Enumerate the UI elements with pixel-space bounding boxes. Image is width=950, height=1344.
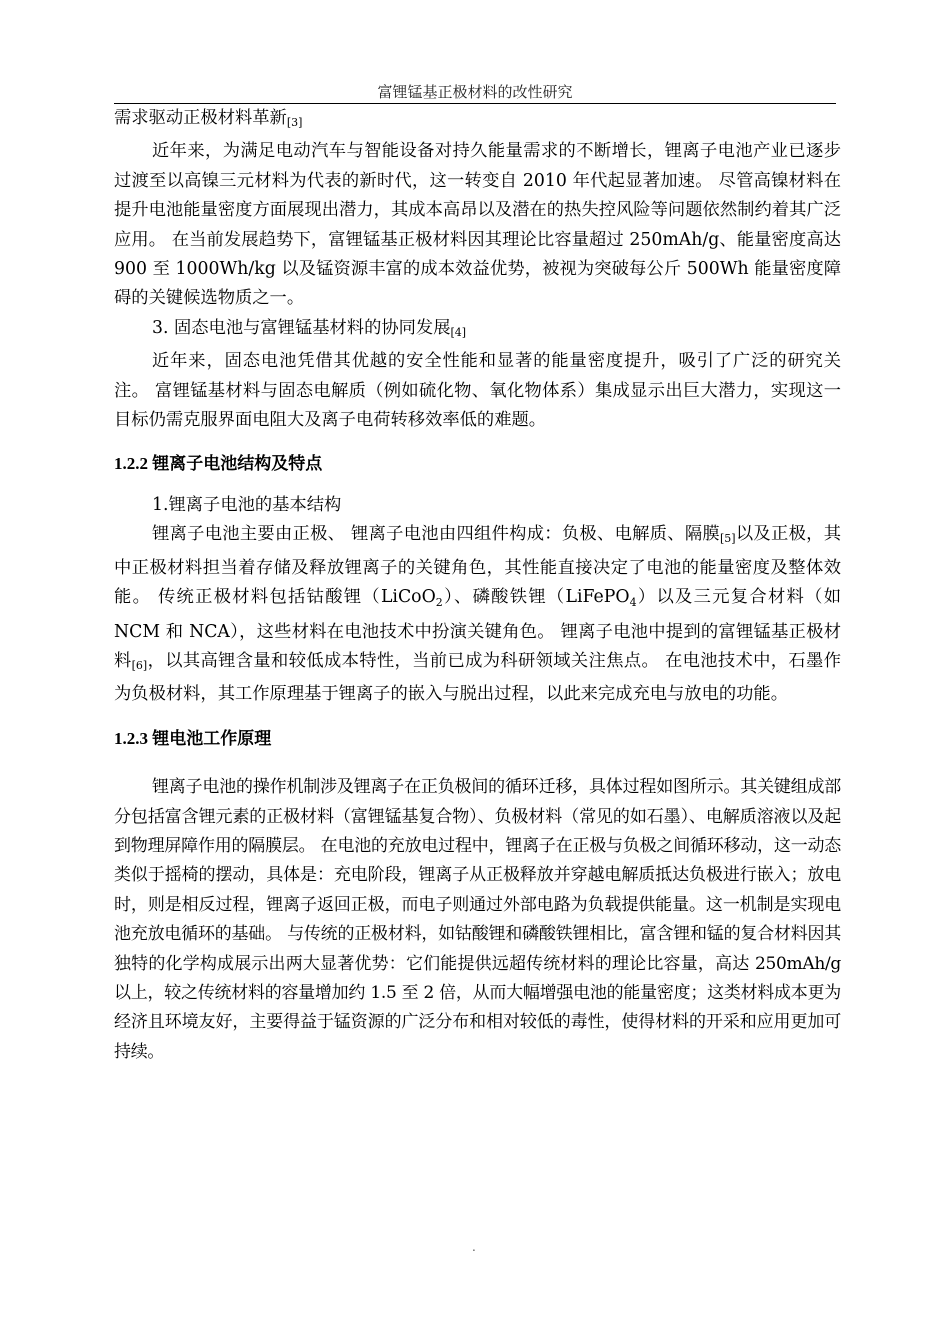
citation-5: [5]: [719, 532, 736, 546]
citation-4: [4]: [450, 325, 467, 339]
subscript-2: 2: [435, 596, 443, 610]
running-header: 富锂锰基正极材料的改性研究: [377, 83, 573, 101]
paragraph-structure-part-e: ，以其高锂含量和较低成本特性，当前已成为科研领域关注焦点。 在电池技术中，石墨作为负极材料，其工作原理基于锂离子的嵌入与脱出过程，以此来完成充电与放电的功能。: [114, 650, 841, 705]
paragraph-structure-part-c: ）、磷酸铁锂（LiFePO: [442, 587, 630, 608]
section-title-solid-state: [114, 314, 841, 347]
paragraph-structure-part-b: 以及正极，其中正极材料担当着存储及释放锂离子的关键角色，其性能直接决定了电池的能量密度及整体效能。 传统正极材料包括钴酸锂（LiCoO: [114, 524, 841, 608]
section-title-solid-state-text: 3. 固态电池与富锂锰基材料的协同发展: [152, 317, 451, 338]
paragraph-solid-state: 近年来，固态电池凭借其优越的安全性能和显著的能量密度提升，吸引了广泛的研究关注。 富锂锰基材料与固态电解质（例如硫化物、氧化物体系）集成显示出巨大潜力，实现这一目标仍需克服界面电阻大及离子电荷转移效率低的难题。: [114, 351, 841, 431]
subscript-4: 4: [629, 596, 637, 610]
footer-mark: .: [472, 1240, 476, 1254]
section-title-demand-text: 需求驱动正极材料革新: [114, 108, 287, 128]
paragraph-structure: [114, 520, 841, 709]
citation-6: [6]: [131, 658, 148, 672]
section-title-demand: [114, 104, 841, 137]
heading-1-2-2: 1.2.2 锂离子电池结构及特点: [114, 454, 323, 474]
citation-3: [3]: [286, 116, 303, 129]
paragraph-structure-part-d: ）以及三元复合材料（如 NCM 和 NCA），这些材料在电池技术中扮演关键角色。 锂离子电池中提到的富锂锰基正极材料: [114, 587, 841, 671]
paragraph-working-principle: 锂离子电池的操作机制涉及锂离子在正负极间的循环迁移，具体过程如图所示。其关键组成部分包括富含锂元素的正极材料（富锂锰基复合物）、负极材料（常见的如石墨）、电解质溶液以及起到物理屏障作用的隔膜层。 在电池的充放电过程中，锂离子在正极与负极之间循环移动，这一动态类似于摇椅的摆动，具体是：充电阶段，锂离子从正极释放并穿越电解质抵达负极进行嵌入；放电时，则是相反过程，锂离子返回正极，而电子则通过外部电路为负载提供能量。这一机制是实现电池充放电循环的基础。 与传统的正极材料，如钴酸锂和磷酸铁锂相比，富含锂和锰的复合材料因其独特的化学构成展示出两大显著优势：它们能提供远超传统材料的理论比容量，高达 250mAh/g 以上，较之传统材料的容量增加约 1.5 至 2 倍，从而大幅增强电池的能量密度；这类材料成本更为经济且环境友好，主要得益于锰资源的广泛分布和相对较低的毒性，使得材料的开采和应用更加可持续。: [114, 777, 841, 1062]
heading-1-2-3: 1.2.3 锂电池工作原理: [114, 728, 272, 748]
subtitle-basic-structure: 1.锂离子电池的基本结构: [152, 494, 342, 515]
page-body: [114, 104, 841, 1067]
paragraph-structure-part-a: 锂离子电池主要由正极、 锂离子电池由四组件构成：负极、电解质、隔膜: [152, 524, 720, 545]
paragraph-demand: 近年来，为满足电动汽车与智能设备对持久能量需求的不断增长，锂离子电池产业已逐步过渡至以高镍三元材料为代表的新时代，这一转变自 2010 年代起显著加速。 尽管高镍材料在提升电池能量密度方面展现出潜力，其成本高昂以及潜在的热失控风险等问题依然制约着其广泛应用。 在当前发展趋势下，富锂锰基正极材料因其理论比容量超过 250mAh/g、能量密度高达 900 至 1000Wh/kg 以及锰资源丰富的成本效益优势，被视为突破每公斤 500Wh 能量密度障碍的关键候选物质之一。: [114, 141, 841, 309]
